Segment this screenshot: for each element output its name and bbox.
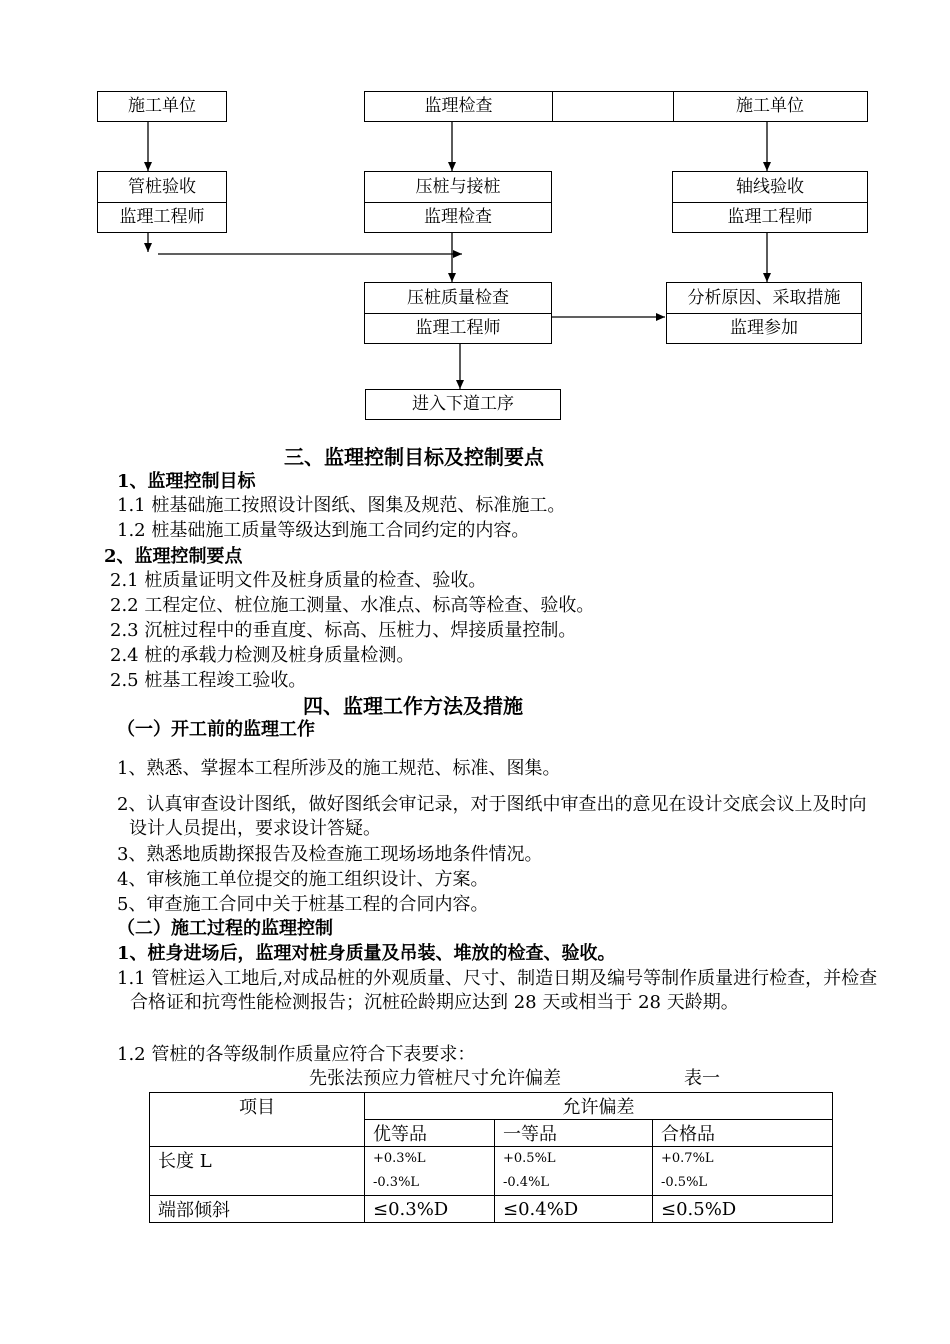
grade-cell: 合格品 xyxy=(653,1120,833,1147)
table-row xyxy=(150,1196,833,1223)
list-item: 2.1 桩质量证明文件及桩身质量的检查、验收。 xyxy=(110,570,487,591)
value-lower: -0.5%L xyxy=(661,1175,708,1190)
list-item: 2.3 沉桩过程中的垂直度、标高、压桩力、焊接质量控制。 xyxy=(110,620,577,641)
value-upper: +0.5%L xyxy=(503,1151,556,1166)
value-lower: -0.4%L xyxy=(503,1175,550,1190)
tolerance-table xyxy=(149,1092,833,1223)
flow-box-label: 监理检查 xyxy=(424,96,493,116)
flow-box-title: 分析原因、采取措施 xyxy=(687,287,841,308)
value-cell: ≤0.5%D xyxy=(653,1196,833,1223)
flow-box-contractor-left xyxy=(97,91,227,122)
flow-box-role: 监理工程师 xyxy=(119,207,205,227)
value-upper: +0.7%L xyxy=(661,1151,714,1166)
value-cell: ≤0.3%D xyxy=(365,1196,495,1223)
table-caption-tag: 表一 xyxy=(684,1068,720,1089)
section4-part2-sub1-title: 1、桩身进场后，监理对桩身质量及吊装、堆放的检查、验收。 xyxy=(117,943,616,964)
flow-box-role: 监理工程师 xyxy=(727,207,813,227)
value-cell xyxy=(653,1147,833,1196)
row-label: 端部倾斜 xyxy=(150,1196,365,1223)
flow-box-label: 进入下道工序 xyxy=(412,394,514,414)
flow-box-next-process xyxy=(365,389,561,420)
flow-box-pipe-pile-acceptance xyxy=(97,171,227,233)
flow-box-analysis xyxy=(666,282,862,344)
value-cell: ≤0.4%D xyxy=(495,1196,653,1223)
header-group: 允许偏差 xyxy=(365,1093,833,1120)
list-item: 1.2 管桩的各等级制作质量应符合下表要求： xyxy=(117,1044,476,1065)
flow-box-pile-press-joint xyxy=(364,171,552,233)
flow-box-title: 压桩与接桩 xyxy=(415,176,501,197)
list-item: 5、审查施工合同中关于桩基工程的合同内容。 xyxy=(117,894,489,915)
value-upper: +0.3%L xyxy=(373,1151,426,1166)
value-cell xyxy=(365,1147,495,1196)
flow-box-title: 压桩质量检查 xyxy=(407,287,509,308)
list-item: 2.4 桩的承载力检测及桩身质量检测。 xyxy=(110,645,415,666)
list-item: 1.1 桩基础施工按照设计图纸、图集及规范、标准施工。 xyxy=(117,495,566,516)
section4-part2-title: （二）施工过程的监理控制 xyxy=(117,918,333,939)
list-item: 2.2 工程定位、桩位施工测量、水准点、标高等检查、验收。 xyxy=(110,595,595,616)
section4-title: 四、监理工作方法及措施 xyxy=(303,694,523,718)
value-lower: -0.3%L xyxy=(373,1175,420,1190)
row-label: 长度 L xyxy=(150,1147,365,1196)
flow-box-top-group xyxy=(364,91,868,122)
flow-box-title: 管桩验收 xyxy=(128,176,196,197)
section4-part1-title: （一）开工前的监理工作 xyxy=(117,719,315,740)
table-row xyxy=(150,1147,833,1196)
flow-box-role: 监理参加 xyxy=(730,318,798,338)
flow-box-axis-acceptance xyxy=(672,171,868,233)
value-cell xyxy=(495,1147,653,1196)
grade-cell: 优等品 xyxy=(365,1120,495,1147)
flow-box-title: 轴线验收 xyxy=(736,176,804,197)
grade-cell: 一等品 xyxy=(495,1120,653,1147)
list-item: 1、熟悉、掌握本工程所涉及的施工规范、标准、图集。 xyxy=(117,758,561,779)
list-item: 4、审核施工单位提交的施工组织设计、方案。 xyxy=(117,869,489,890)
section3-sub2-title: 2、监理控制要点 xyxy=(104,546,243,567)
flow-box-press-quality-check xyxy=(364,282,552,344)
flow-box-label: 施工单位 xyxy=(736,96,804,116)
flow-box-label: 施工单位 xyxy=(128,96,196,116)
list-item: 2、认真审查设计图纸，做好图纸会审记录，对于图纸中审查出的意见在设计交底会议上及时向设计人员提出，要求设计答疑。 xyxy=(117,794,867,839)
table-caption: 先张法预应力管桩尺寸允许偏差 xyxy=(309,1068,561,1089)
section3-title: 三、监理控制目标及控制要点 xyxy=(284,445,544,469)
list-item: 3、熟悉地质勘探报告及检查施工现场场地条件情况。 xyxy=(117,844,543,865)
section3-sub1-title: 1、监理控制目标 xyxy=(117,471,256,492)
flow-box-role: 监理工程师 xyxy=(415,318,501,338)
flow-box-role: 监理检查 xyxy=(424,207,492,227)
list-item: 1.1 管桩运入工地后,对成品桩的外观质量、尺寸、制造日期及编号等制作质量进行检查，并检查合格证和抗弯性能检测报告；沉桩砼龄期应达到 28 天或相当于 28 天龄期。 xyxy=(117,968,878,1013)
table-header-row xyxy=(150,1093,833,1120)
list-item: 1.2 桩基础施工质量等级达到施工合同约定的内容。 xyxy=(117,520,530,541)
header-item: 项目 xyxy=(150,1093,365,1147)
divider xyxy=(552,92,553,121)
list-item: 2.5 桩基工程竣工验收。 xyxy=(110,670,307,691)
